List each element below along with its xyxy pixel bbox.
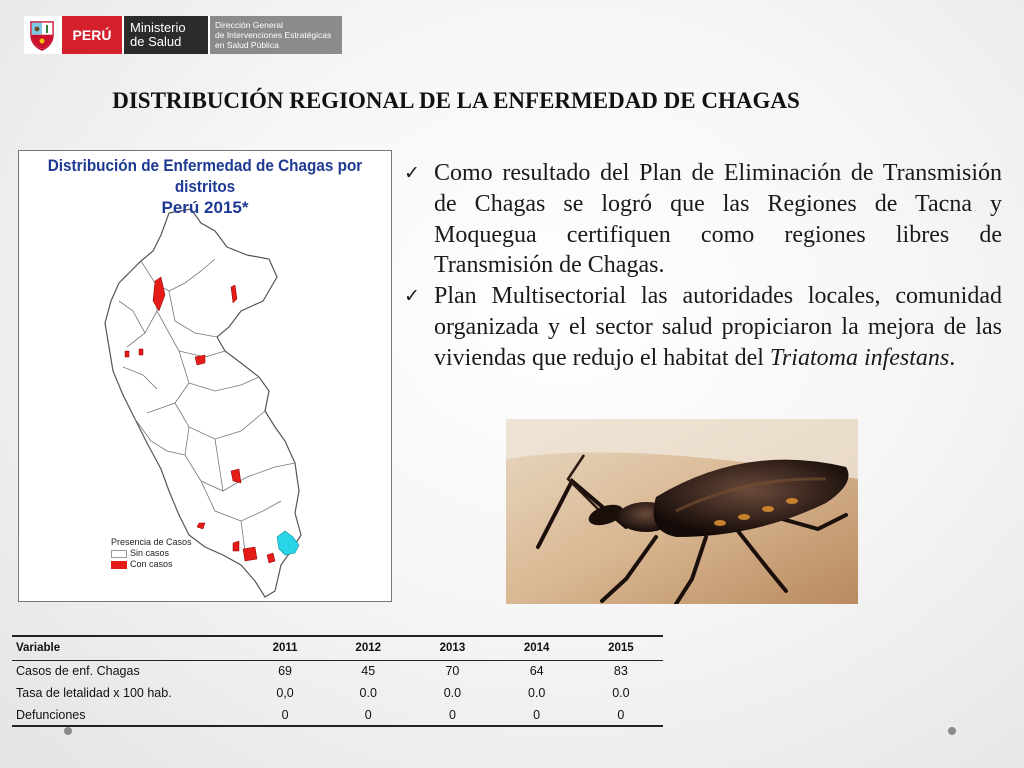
cell: 0.0 [443,686,462,700]
bullet-item [404,281,1002,373]
ministry-name [122,16,208,54]
legend-item-no-cases [111,548,192,559]
legend-title-text: Presencia de Casos [111,537,192,547]
bullet-text-2-main: Plan Multisectorial las autoridades locales, comunidad organizada y el sector salud propiciaron la mejora de las viviendas que redujo el habitat del [434,283,1002,371]
map-title [19,155,391,218]
bullet-text-1: Como resultado del Plan de Eliminación de Transmisión de Chagas se logró que las Regiones de Tacna y Moquegua certifiquen como regiones libres de Transmisión de Chagas. [434,160,1002,279]
direction-line-1: Dirección General [215,20,284,30]
chagas-stats-table [12,635,663,727]
cell: 0 [244,704,326,726]
cell: 0.0 [359,686,377,700]
legend-title [111,537,192,548]
direction-line-3: en Salud Pública [215,40,279,50]
case-region-arequipa-2 [233,541,239,551]
bullet-text-2-end: . [949,344,956,371]
cell: 0 [579,704,663,726]
map-title-line-2: Perú 2015* [161,198,249,217]
case-region-cajamarca [139,349,143,355]
check-icon: ✓ [404,162,420,184]
cell: 0 [326,704,410,726]
legend-label-with-cases: Con casos [130,559,173,569]
header-2015: 2015 [579,636,663,660]
cell: 0.0 [612,686,630,700]
case-region-lambayeque [125,351,129,357]
cell: 64 [529,664,544,679]
table-row [12,704,663,726]
chagas-map-panel [18,150,392,602]
legend-swatch-with-cases [111,561,127,569]
check-icon: ✓ [404,285,420,308]
direction-name [208,16,342,54]
slide-title: DISTRIBUCIÓN REGIONAL DE LA ENFERMEDAD DE CHAGAS [112,88,800,113]
header-2013: 2013 [410,636,494,660]
decor-dot-left [64,727,72,735]
ministry-line-1: Ministerio [130,20,186,35]
case-region-sanmartin [195,355,205,365]
header-2011: 2011 [244,636,326,660]
cell: 0 [410,704,494,726]
ministry-logo-bar [24,16,342,54]
peru-district-map [19,151,392,602]
cell: 83 [613,664,628,679]
legend-item-with-cases [111,559,192,570]
legend-label-no-cases: Sin casos [130,548,170,558]
ministry-line-2: de Salud [130,34,182,49]
national-shield-icon [24,16,60,54]
header-variable: Variable [12,636,244,660]
table-row [12,682,663,704]
map-title-line-1: Distribución de Enfermedad de Chagas por distritos [47,156,363,196]
direction-line-2: de Intervenciones Estratégicas [215,30,332,40]
legend-swatch-no-cases [111,550,127,558]
case-region-arequipa-3 [243,547,257,561]
cell: 69 [278,664,292,679]
country-label: PERÚ [60,16,122,54]
cell: 45 [361,664,376,679]
cell: 0.0 [527,686,546,700]
bullet-list [404,158,1002,374]
map-legend [111,537,192,570]
table-header-row [12,636,663,660]
decor-dot-right [948,727,956,735]
header-2012: 2012 [326,636,410,660]
row-label: Tasa de letalidad x 100 hab. [16,686,172,700]
species-name: Triatoma infestans [769,344,950,371]
bullet-item [404,158,1002,281]
cell: 0,0 [276,686,294,700]
triatoma-photo [506,419,858,604]
header-2014: 2014 [495,636,579,660]
cell: 0 [495,704,579,726]
cell: 70 [445,664,460,679]
row-label: Defunciones [12,704,244,726]
bullet-text-2 [434,281,1002,373]
table-row [12,660,663,682]
row-label: Casos de enf. Chagas [16,664,140,679]
